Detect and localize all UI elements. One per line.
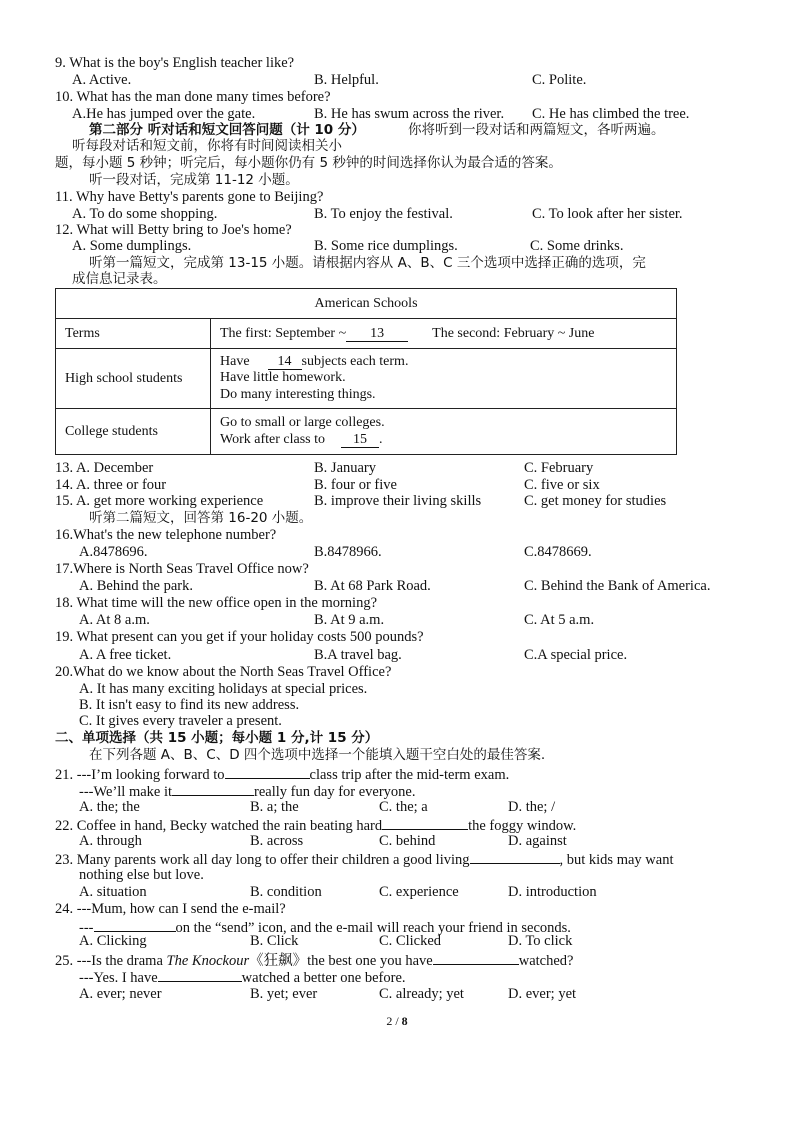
- q24-option-a: A. Clicking: [79, 933, 147, 949]
- q16-stem: 16.What's the new telephone number?: [55, 527, 277, 543]
- high-school-label: High school students: [56, 349, 211, 409]
- q13-option-b: B. January: [314, 460, 377, 476]
- q13-option-c: C. February: [524, 460, 594, 476]
- q17-option-c: C. Behind the Bank of America.: [524, 578, 711, 594]
- college-label: College students: [56, 409, 211, 455]
- blank-15: 15: [341, 433, 379, 448]
- q25-option-c: C. already; yet: [379, 986, 464, 1002]
- q15-option-b: B. improve their living skills: [314, 493, 482, 509]
- q22-option-d: D. against: [508, 833, 567, 849]
- passage2-intro: 听第二篇短文，回答第 16-20 小题。: [89, 510, 313, 526]
- q15-option-a: 15. A. get more working experience: [55, 493, 264, 509]
- high-subjects: subjects each term.: [301, 353, 409, 369]
- drama-title: The Knockour: [166, 953, 250, 969]
- q21-line-1: 21. ---I’m looking forward to class trip after the mid-term exam.: [55, 767, 510, 783]
- college-line-1: Go to small or large colleges.: [220, 415, 385, 430]
- q12-option-b: B. Some rice dumplings.: [314, 238, 458, 254]
- q20-option-c: C. It gives every traveler a present.: [79, 713, 282, 729]
- q16-option-c: C.8478669.: [524, 544, 592, 560]
- blank-13: 13: [346, 327, 408, 342]
- q17-option-a: A. Behind the park.: [79, 578, 193, 594]
- part2-desc-1: 你将听到一段对话和两篇短文，各听两遍。: [408, 122, 665, 138]
- table-title: American Schools: [56, 289, 677, 319]
- part2-title: 第二部分 听对话和短文回答问题（计 10 分）: [89, 122, 365, 138]
- q24-option-c: C. Clicked: [379, 933, 442, 949]
- page-number: 2 / 8: [386, 1014, 408, 1028]
- q18-option-b: B. At 9 a.m.: [314, 612, 385, 628]
- q10-stem: 10. What has the man done many times before?: [55, 89, 331, 105]
- q12-option-c: C. Some drinks.: [530, 238, 624, 254]
- q17-option-b: B. At 68 Park Road.: [314, 578, 431, 594]
- q11-stem: 11. Why have Betty's parents gone to Beijing?: [55, 189, 324, 205]
- q17-stem: 17.Where is North Seas Travel Office now?: [55, 561, 309, 577]
- q22-option-c: C. behind: [379, 833, 436, 849]
- q19-option-a: A. A free ticket.: [79, 647, 172, 663]
- q14-option-a: 14. A. three or four: [55, 477, 167, 493]
- q11-option-a: A. To do some shopping.: [72, 206, 218, 222]
- high-line-2: Have little homework.: [220, 370, 346, 386]
- blank-14: 14: [268, 355, 302, 370]
- college-end: .: [379, 431, 383, 447]
- record-table: [55, 288, 677, 455]
- q24-line-2: --- on the “send” icon, and the e-mail will reach your friend in seconds.: [79, 920, 571, 936]
- q24-option-b: B. Click: [250, 933, 299, 949]
- q22-line-1: 22. Coffee in hand, Becky watched the rain beating hard the foggy window.: [55, 818, 577, 834]
- dialog-intro: 听一段对话，完成第 11-12 小题。: [89, 172, 299, 188]
- part2-desc-3: 题，每小题 5 秒钟；听完后，每小题你仍有 5 秒钟的时间选择你认为最合适的答案。: [55, 155, 562, 171]
- q9-option-a: A. Active.: [72, 72, 132, 88]
- high-line-3: Do many interesting things.: [220, 386, 376, 402]
- q21-option-c: C. the; a: [379, 799, 428, 815]
- section2-instruction: 在下列各题 A、B、C、D 四个选项中选择一个能填入题干空白处的最佳答案.: [89, 747, 546, 763]
- q11-option-b: B. To enjoy the festival.: [314, 206, 453, 222]
- q23-line-2: nothing else but love.: [79, 867, 204, 883]
- section2-title: 二、单项选择（共 15 小题；每小题 1 分,计 15 分）: [55, 730, 379, 746]
- high-school-cell: [211, 349, 677, 409]
- q16-option-b: B.8478966.: [314, 544, 382, 560]
- q10-option-b: B. He has swum across the river.: [314, 106, 505, 122]
- q23-option-a: A. situation: [79, 884, 147, 900]
- q9-stem: 9. What is the boy's English teacher like?: [55, 55, 295, 71]
- q24-option-d: D. To click: [508, 933, 573, 949]
- q23-option-d: D. introduction: [508, 884, 597, 900]
- q12-option-a: A. Some dumplings.: [72, 238, 192, 254]
- q15-option-c: C. get money for studies: [524, 493, 667, 509]
- terms-second: The second: February ~ June: [432, 325, 595, 341]
- q21-line-2: ---We’ll make it really fun day for everyone.: [79, 784, 416, 800]
- q25-line-1: 25. ---Is the drama The Knockour《狂飙》the best one you have watched?: [55, 953, 574, 969]
- college-work: Work after class to: [220, 431, 325, 447]
- q16-option-a: A.8478696.: [79, 544, 148, 560]
- q9-option-b: B. Helpful.: [314, 72, 379, 88]
- q23-line-1: 23. Many parents work all day long to offer their children a good living , but kids may want: [55, 852, 674, 868]
- q14-option-b: B. four or five: [314, 477, 397, 493]
- part2-desc-2: 听每段对话和短文前，你将有时间阅读相关小: [72, 138, 342, 154]
- q24-line-1: 24. ---Mum, how can I send the e-mail?: [55, 901, 286, 917]
- terms-cell: [211, 319, 677, 349]
- passage1-intro-2: 成信息记录表。: [72, 271, 167, 287]
- q25-blank-2: [158, 968, 242, 982]
- q23-option-b: B. condition: [250, 884, 322, 900]
- q9-option-c: C. Polite.: [532, 72, 587, 88]
- q20-stem: 20.What do we know about the North Seas Travel Office?: [55, 664, 392, 680]
- q22-option-a: A. through: [79, 833, 142, 849]
- q24-blank: [94, 918, 176, 932]
- q25-option-b: B. yet; ever: [250, 986, 318, 1002]
- q10-option-c: C. He has climbed the tree.: [532, 106, 690, 122]
- q11-option-c: C. To look after her sister.: [532, 206, 683, 222]
- q22-blank: [382, 816, 468, 830]
- q19-option-c: C.A special price.: [524, 647, 628, 663]
- q25-blank-1: [433, 951, 519, 965]
- terms-label: Terms: [56, 319, 211, 349]
- q18-option-a: A. At 8 a.m.: [79, 612, 150, 628]
- q19-stem: 19. What present can you get if your holiday costs 500 pounds?: [55, 629, 424, 645]
- q23-blank: [470, 850, 560, 864]
- q21-option-a: A. the; the: [79, 799, 140, 815]
- q21-option-b: B. a; the: [250, 799, 299, 815]
- q21-option-d: D. the; /: [508, 799, 556, 815]
- q14-option-c: C. five or six: [524, 477, 600, 493]
- q25-line-2: ---Yes. I have watched a better one before.: [79, 970, 406, 986]
- q23-option-c: C. experience: [379, 884, 459, 900]
- q10-option-a: A.He has jumped over the gate.: [72, 106, 256, 122]
- college-cell: [211, 409, 677, 455]
- q19-option-b: B.A travel bag.: [314, 647, 402, 663]
- passage1-intro-1: 听第一篇短文，完成第 13-15 小题。请根据内容从 A、B、C 三个选项中选择正确的选项，完: [89, 255, 646, 271]
- q25-option-d: D. ever; yet: [508, 986, 577, 1002]
- q21-blank-2: [172, 782, 254, 796]
- high-have: Have: [220, 353, 250, 369]
- q25-option-a: A. ever; never: [79, 986, 162, 1002]
- q18-option-c: C. At 5 a.m.: [524, 612, 595, 628]
- q12-stem: 12. What will Betty bring to Joe's home?: [55, 222, 292, 238]
- q20-option-a: A. It has many exciting holidays at special prices.: [79, 681, 368, 697]
- q18-stem: 18. What time will the new office open in the morning?: [55, 595, 378, 611]
- q13-option-a: 13. A. December: [55, 460, 154, 476]
- q22-option-b: B. across: [250, 833, 304, 849]
- q21-blank-1: [225, 765, 310, 779]
- q20-option-b: B. It isn't easy to find its new address.: [79, 697, 300, 713]
- terms-first: The first: September ~: [220, 325, 347, 341]
